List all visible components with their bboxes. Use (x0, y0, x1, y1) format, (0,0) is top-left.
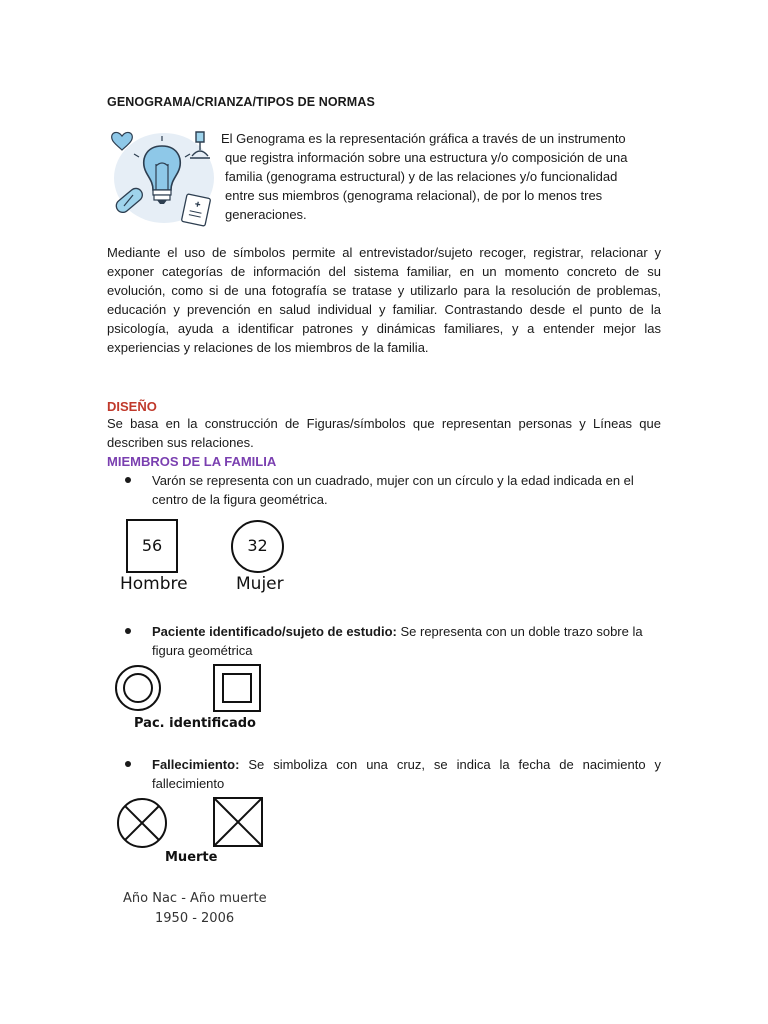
body-paragraph: Mediante el uso de símbolos permite al entrevistador/sujeto recoger, registrar, relacionar y exponer categorías de información del sistema familiar, en un momento concreto de su evolución, como si de una fotografía se tratase y utilizarlo para la resolución de problemas, educación y prevención en salud individual y familiar. Contrastando desde el punto de la psicología, ayuda a identificar patrones y dinámicas familiares, y a entender mejor las experiencias y relaciones de los miembros de la familia. (107, 245, 661, 355)
bullet-death (152, 755, 661, 793)
male-age: 56 (141, 536, 163, 555)
bullet-marker (125, 628, 131, 634)
intro-line: entre sus miembros (genograma relacional), de por lo menos tres (225, 188, 603, 203)
death-dates-value: 1950 - 2006 (155, 911, 235, 926)
patient-circle-symbol (114, 664, 162, 712)
patient-label: Pac. identificado (134, 716, 256, 731)
male-label: Hombre (120, 574, 188, 594)
intro-line: que registra información sobre una estructura y/o composición de una (225, 150, 628, 165)
female-label: Mujer (236, 574, 284, 594)
death-label: Muerte (165, 850, 218, 865)
bullet-marker (125, 477, 131, 483)
bullet-marker (125, 761, 131, 767)
bullet-bold: Paciente identificado/sujeto de estudio: (152, 624, 397, 639)
bullet-bold: Fallecimiento: (152, 757, 240, 772)
intro-line: familia (genograma estructural) y de las relaciones y/o funcionalidad (225, 169, 618, 184)
patient-square-symbol (213, 664, 261, 712)
female-age: 32 (247, 536, 268, 555)
design-paragraph: Se basa en la construcción de Figuras/símbolos que representan personas y Líneas que describen sus relaciones. (107, 416, 661, 450)
bullet-text: Se simboliza con una cruz, se indica la fecha de nacimiento y fallecimiento (152, 757, 661, 791)
members-heading: MIEMBROS DE LA FAMILIA (107, 454, 277, 469)
death-square-symbol (213, 797, 263, 847)
death-dates-caption: Año Nac - Año muerte (123, 891, 267, 906)
bullet-patient (152, 622, 661, 660)
death-circle-symbol (116, 797, 168, 849)
health-illustration (104, 124, 222, 228)
page-title: GENOGRAMA/CRIANZA/TIPOS DE NORMAS (107, 95, 375, 109)
intro-line: El Genograma es la representación gráfica a través de un instrumento (221, 131, 626, 146)
clipboard-icon (181, 194, 210, 226)
bullet-gender (152, 471, 661, 509)
intro-line: generaciones. (225, 207, 307, 222)
bullet-text: Varón se representa con un cuadrado, mujer con un círculo y la edad indicada en el centro de la figura geométrica. (152, 473, 634, 507)
bullet-text: Se representa con un doble trazo sobre la figura geométrica (152, 624, 643, 658)
design-heading: DISEÑO (107, 399, 157, 414)
intro-paragraph (221, 129, 661, 224)
